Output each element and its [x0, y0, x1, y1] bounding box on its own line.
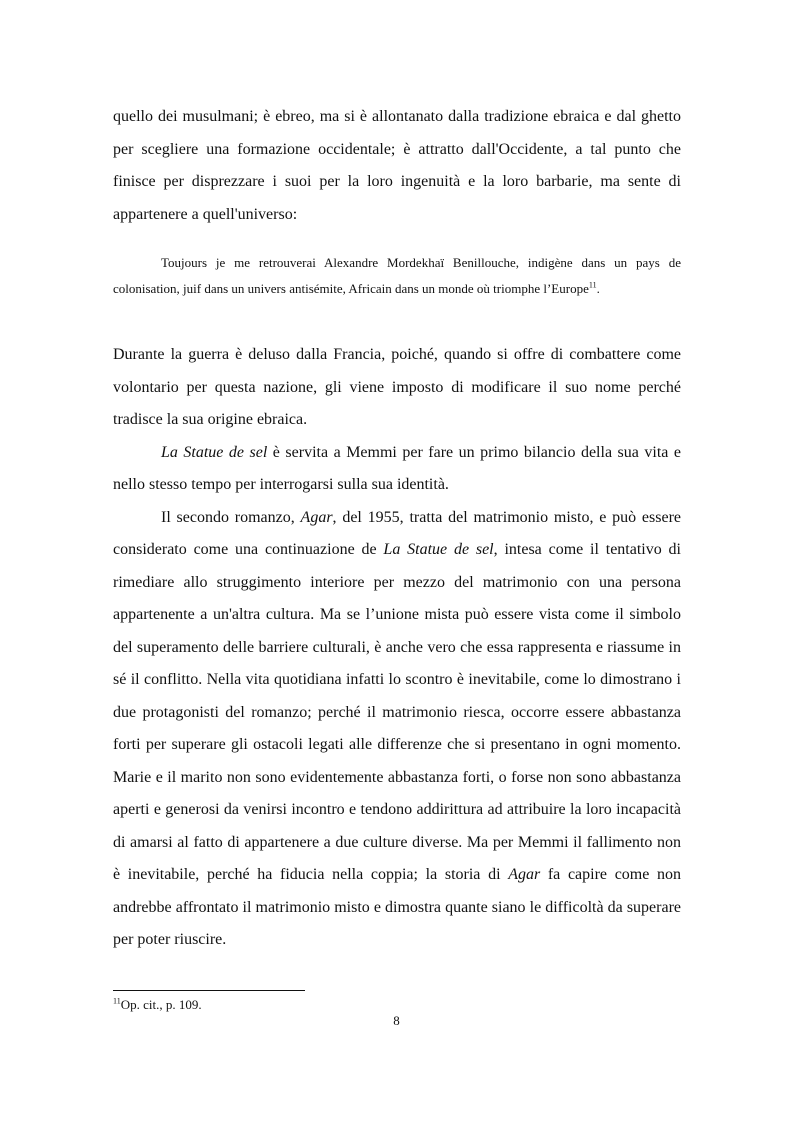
- paragraph-1: quello dei musulmani; è ebreo, ma si è allontanato dalla tradizione ebraica e dal ghetto per scegliere una formazione occidentale; è attratto dall'Occidente, a tal punto che finisce per disprezzare i suoi per la loro ingenuità e la loro barbarie, ma sente di appartenere a quell'universo:: [113, 108, 681, 223]
- text-block-top: [113, 101, 681, 231]
- block-quote: [113, 250, 681, 302]
- paragraph-4-part-4: fa capire come non andrebbe affrontato il matrimonio misto e dimostra quante siano le difficoltà da superare per poter riuscire.: [113, 866, 682, 948]
- quote-end: .: [596, 281, 600, 296]
- paragraph-2: Durante la guerra è deluso dalla Francia, poiché, quando si offre di combattere come volontario per questa nazione, gli viene imposto di modificare il suo nome perché tradisce la sua origine ebraica.: [113, 346, 681, 428]
- paragraph-3: [113, 437, 681, 502]
- quote-text: Toujours je me retrouverai Alexandre Mordekhaï Benillouche, indigène dans un pays de colonisation, juif dans un univers antisémite, Africain dans un monde où triomphe l’Europe: [113, 255, 681, 296]
- book-title: La Statue de sel: [161, 443, 268, 461]
- paragraph-4-part-2: , del 1955, tratta del matrimonio misto, e può essere considerato come una continuazione de: [113, 508, 681, 558]
- footnote-divider: [113, 990, 305, 991]
- footnote-text: Op. cit., p. 109.: [120, 997, 202, 1012]
- text-block-main: [113, 339, 681, 957]
- footnote-number: 11: [113, 996, 121, 1006]
- page-number: 8: [393, 1013, 400, 1028]
- book-title: Agar: [300, 508, 333, 526]
- book-title: La Statue de sel: [383, 541, 494, 558]
- paragraph-4: [113, 502, 681, 957]
- paragraph-3-text: è servita a Memmi per fare un primo bilancio della sua vita e nello stesso tempo per interrogarsi sulla sua identità.: [113, 443, 682, 493]
- footnote: [113, 997, 202, 1013]
- quote-paragraph: [113, 250, 681, 302]
- paragraph-4-part-3: , intesa come il tentativo di rimediare allo struggimento interiore per mezzo del matrimonio con una persona appartenente a un'altra cultura. Ma se l’unione mista può essere vista come il simbolo del superamento delle barriere culturali, è anche vero che essa rappresenta e riassume in sé il conflitto. Nella vita quotidiana infatti lo scontro è inevitabile, come lo dimostrano i due protagonisti del romanzo; perché il matrimonio riesca, occorre essere abbastanza forti per superare gli ostacoli legati alle differenze che si presentano in ogni momento. Marie e il marito non sono evidentemente abbastanza forti, o forse non sono abbastanza aperti e generosi da venirsi incontro e tendono addirittura ad attribuire la loro incapacità di amarsi al fatto di appartenere a due culture diverse. Ma per Memmi il fallimento non è inevitabile, perché ha fiducia nella coppia; la storia di: [113, 541, 682, 883]
- book-title: Agar: [508, 866, 541, 883]
- paragraph-4-part-1: Il secondo romanzo,: [161, 508, 301, 526]
- footnote-ref-11: 11: [588, 280, 597, 290]
